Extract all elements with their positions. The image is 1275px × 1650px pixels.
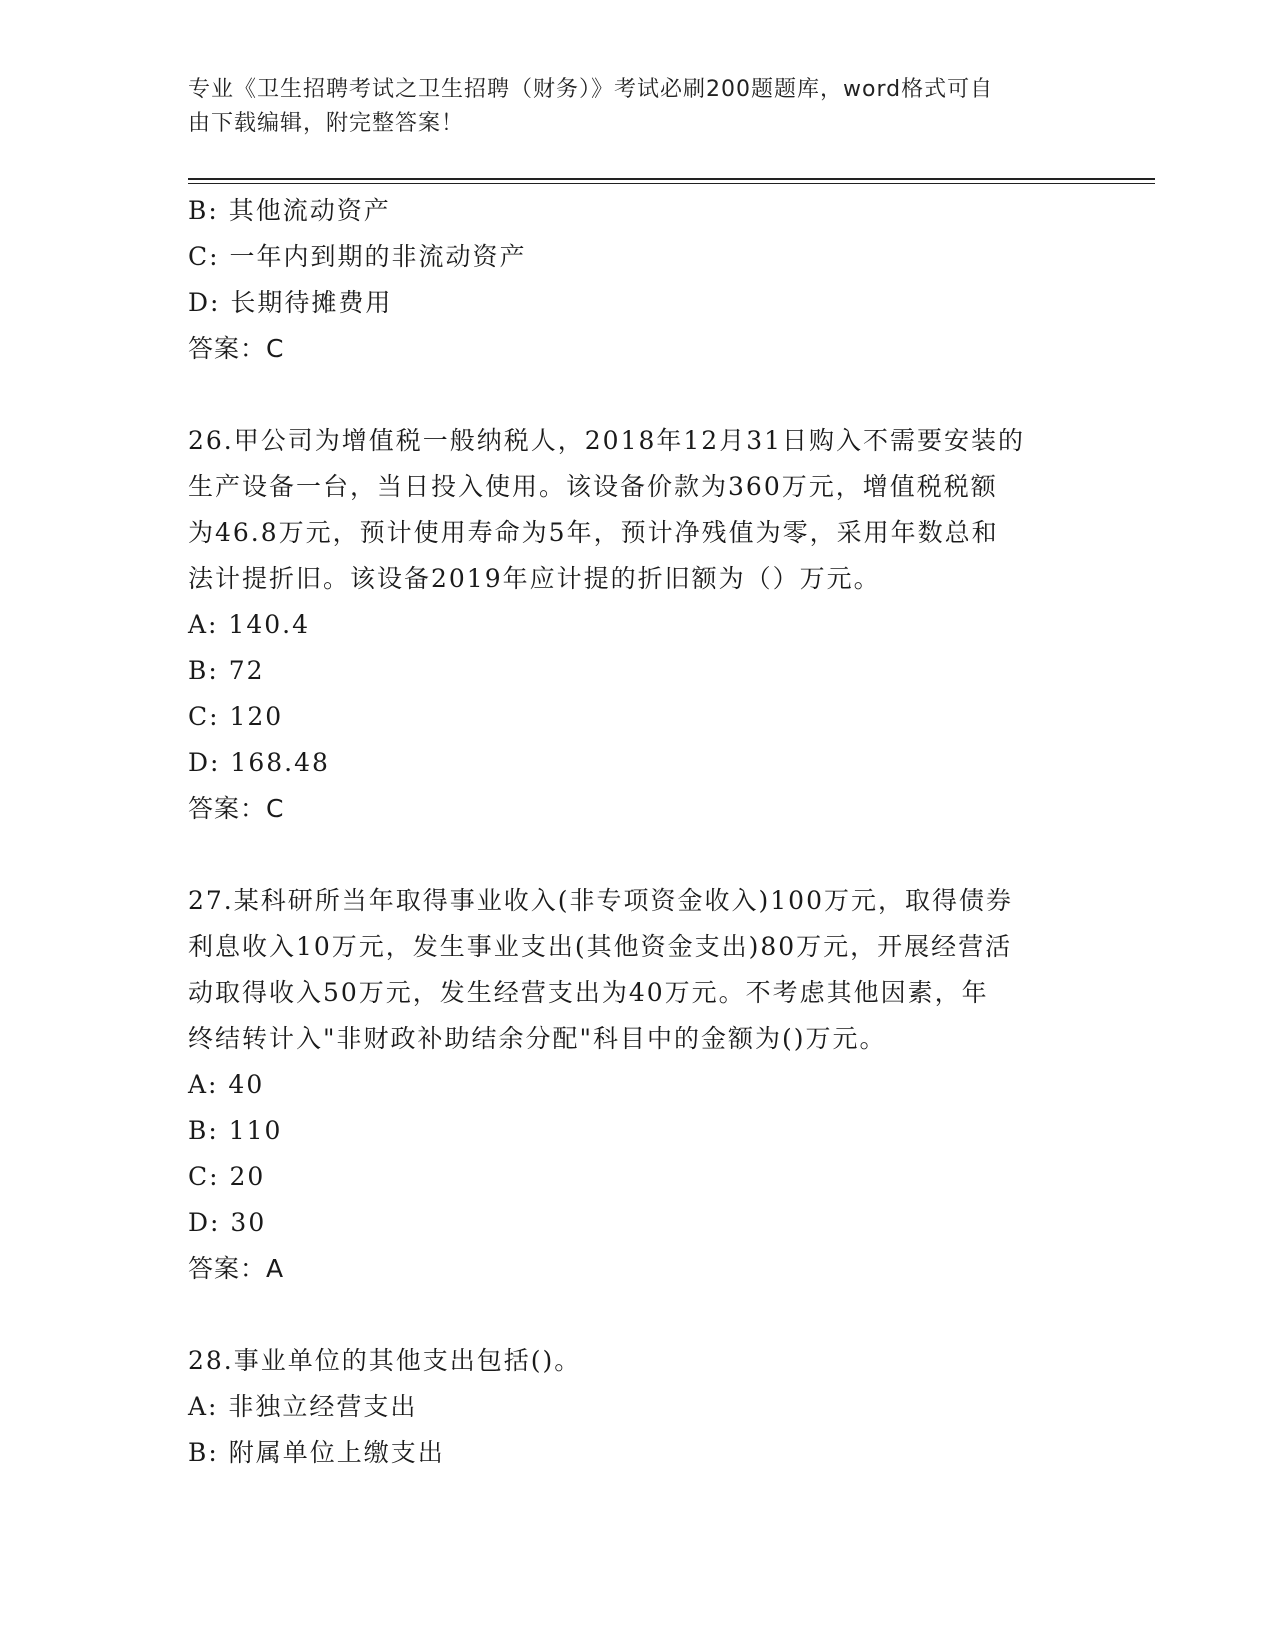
header-divider-thin [188,183,1155,184]
document-header [188,73,1068,141]
question-28 [188,1338,1088,1476]
option-c: C: 120 [188,702,284,731]
option-d: D: 168.48 [188,748,330,777]
question-stem-line: 为46.8万元，预计使用寿命为5年，预计净残值为零，采用年数总和 [188,518,999,547]
header-divider-thick [188,178,1155,180]
option-b: B: 72 [188,656,265,685]
question-25-tail [188,188,1088,372]
question-stem-line: 生产设备一台，当日投入使用。该设备价款为360万元，增值税税额 [188,472,998,501]
header-line-1: 专业《卫生招聘考试之卫生招聘（财务）》考试必刷200题题库，word格式可自 [188,77,994,102]
spacer [188,372,1088,418]
option-a: A: 40 [188,1070,265,1099]
option-b: B: 附属单位上缴支出 [188,1438,445,1467]
option-d: D: 30 [188,1208,267,1237]
question-stem-line: 利息收入10万元，发生事业支出(其他资金支出)80万元，开展经营活 [188,932,1013,961]
question-list [188,188,1088,1476]
option-b: B: 其他流动资产 [188,196,391,225]
question-26 [188,418,1088,832]
answer-label: 答案：A [188,1254,285,1283]
option-a: A: 非独立经营支出 [188,1392,418,1421]
question-stem-line: 27.某科研所当年取得事业收入(非专项资金收入)100万元，取得债券 [188,886,1013,915]
question-stem-line: 28.事业单位的其他支出包括()。 [188,1346,582,1375]
option-b: B: 110 [188,1116,283,1145]
question-stem-line: 终结转计入"非财政补助结余分配"科目中的金额为()万元。 [188,1024,887,1053]
spacer [188,1292,1088,1338]
option-c: C: 20 [188,1162,266,1191]
option-d: D: 长期待摊费用 [188,288,393,317]
question-stem-line: 动取得收入50万元，发生经营支出为40万元。不考虑其他因素，年 [188,978,989,1007]
answer-label: 答案：C [188,334,285,363]
question-stem-line: 法计提折旧。该设备2019年应计提的折旧额为（）万元。 [188,564,881,593]
option-a: A: 140.4 [188,610,310,639]
question-stem-line: 26.甲公司为增值税一般纳税人，2018年12月31日购入不需要安装的 [188,426,1026,455]
answer-label: 答案：C [188,794,285,823]
question-27 [188,878,1088,1292]
spacer [188,832,1088,878]
header-line-2: 由下载编辑，附完整答案！ [188,111,465,136]
option-c: C: 一年内到期的非流动资产 [188,242,527,271]
